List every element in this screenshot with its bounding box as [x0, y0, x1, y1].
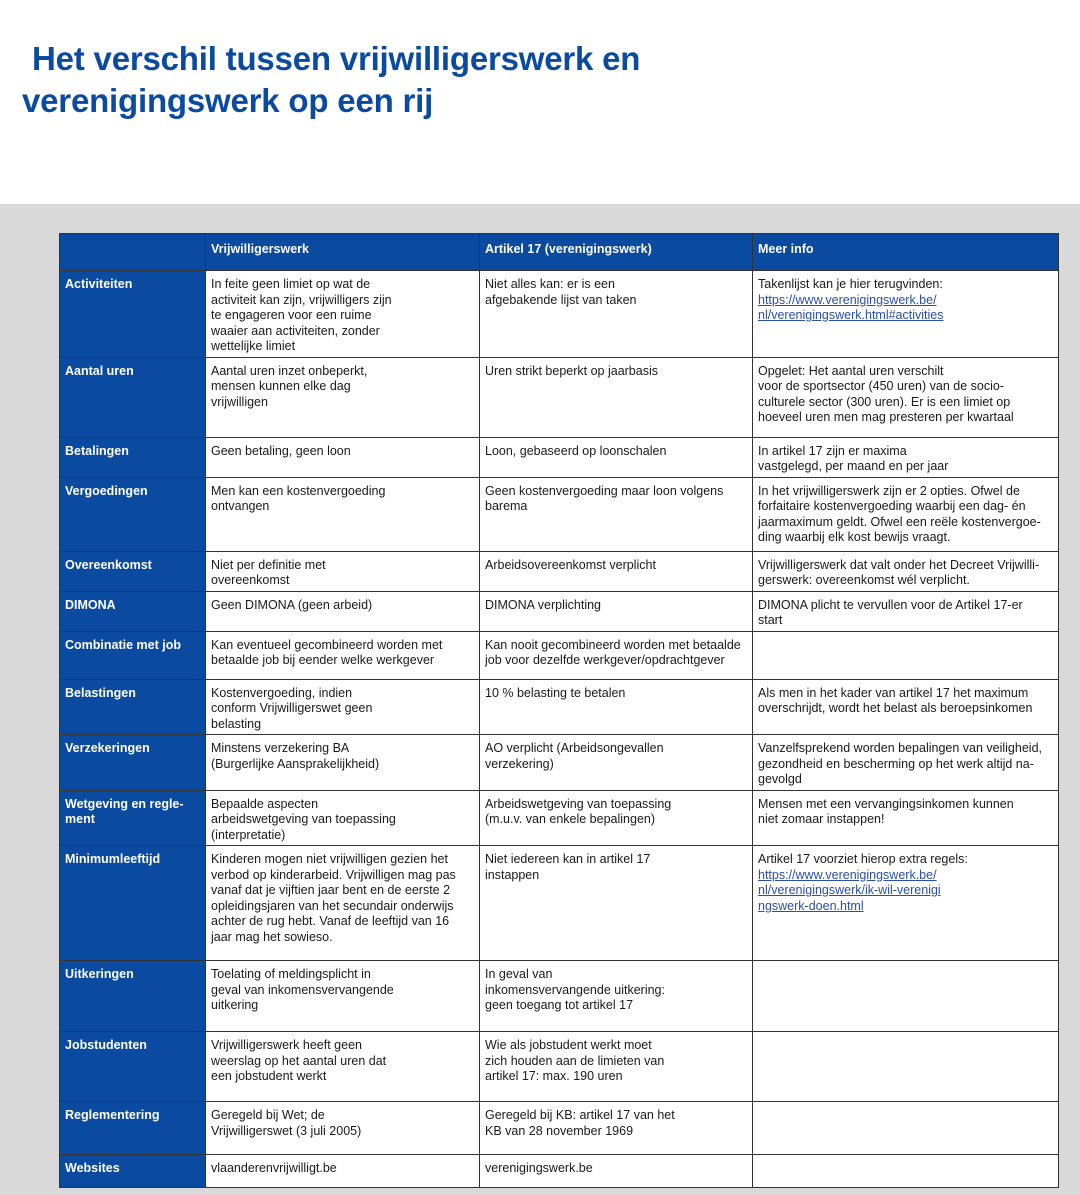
cell-artikel-17: Arbeidsovereenkomst verplicht [480, 551, 753, 591]
row-label: Reglementering [60, 1102, 206, 1155]
table-row [60, 551, 1059, 591]
table-row [60, 357, 1059, 437]
cell-meer-info [753, 271, 1059, 358]
cell-meer-info: Als men in het kader van artikel 17 het maximum overschrijdt, wordt het belast als beroepsinkomen [753, 679, 1059, 735]
row-label: Uitkeringen [60, 961, 206, 1032]
cell-artikel-17: In geval van inkomensvervangende uitkering: geen toegang tot artikel 17 [480, 961, 753, 1032]
cell-artikel-17: Niet iedereen kan in artikel 17 instappen [480, 846, 753, 961]
cell-meer-info [753, 1155, 1059, 1188]
row-label: Aantal uren [60, 357, 206, 437]
cell-artikel-17: DIMONA verplichting [480, 591, 753, 631]
website-vrijwilligerswerk-link[interactable]: vlaanderenvrijwilligt.be [211, 1161, 337, 1175]
header-artikel-17: Artikel 17 (verenigingswerk) [480, 234, 753, 271]
activities-link[interactable]: https://www.verenigingswerk.be/ nl/verenigingswerk.html#activities [758, 292, 944, 322]
minimumleeftijd-link[interactable]: https://www.verenigingswerk.be/ nl/verenigingswerk/ik-wil-verenigi ngswerk-doen.html [758, 867, 941, 913]
row-label: Activiteiten [60, 271, 206, 358]
cell-vrijwilligerswerk: Kostenvergoeding, indien conform Vrijwilligerswet geen belasting [206, 679, 480, 735]
meer-info-text: Takenlijst kan je hier terugvinden: [758, 277, 943, 291]
table-row [60, 477, 1059, 551]
cell-artikel-17: Arbeidswetgeving van toepassing (m.u.v. van enkele bepalingen) [480, 790, 753, 846]
cell-vrijwilligerswerk: Geen betaling, geen loon [206, 437, 480, 477]
table-row [60, 790, 1059, 846]
cell-vrijwilligerswerk: Kinderen mogen niet vrijwilligen gezien het verbod op kinderarbeid. Vrijwilligen mag pas vanaf dat je vijftien jaar bent en de eerste 2 opleidingsjaren van het secundair onderwijs achter de rug hebt. Vanaf de leeftijd van 16 jaar mag het sowieso. [206, 846, 480, 961]
row-label: Vergoedingen [60, 477, 206, 551]
table-row [60, 437, 1059, 477]
table-row [60, 1155, 1059, 1188]
cell-artikel-17: Kan nooit gecombineerd worden met betaalde job voor dezelfde werkgever/opdrachtgever [480, 631, 753, 679]
cell-vrijwilligerswerk: Toelating of meldingsplicht in geval van inkomensvervangende uitkering [206, 961, 480, 1032]
table-header-row [60, 234, 1059, 271]
cell-vrijwilligerswerk: Niet per definitie met overeenkomst [206, 551, 480, 591]
row-label: Betalingen [60, 437, 206, 477]
cell-vrijwilligerswerk: Bepaalde aspecten arbeidswetgeving van toepassing (interpretatie) [206, 790, 480, 846]
table-row [60, 1102, 1059, 1155]
page-title-line-1: Het verschil tussen vrijwilligerswerk en [32, 40, 641, 77]
cell-meer-info: In het vrijwilligerswerk zijn er 2 opties. Ofwel de forfaitaire kostenvergoeding waarbij een dag- én jaarmaximum geldt. Ofwel een reële kostenvergoe- ding waarbij elk kost bewijs vraagt. [753, 477, 1059, 551]
cell-artikel-17: Uren strikt beperkt op jaarbasis [480, 357, 753, 437]
table-row [60, 631, 1059, 679]
cell-meer-info [753, 961, 1059, 1032]
cell-meer-info [753, 631, 1059, 679]
cell-artikel-17: 10 % belasting te betalen [480, 679, 753, 735]
header-empty [60, 234, 206, 271]
cell-meer-info [753, 1102, 1059, 1155]
row-label: DIMONA [60, 591, 206, 631]
row-label: Jobstudenten [60, 1032, 206, 1102]
row-label: Websites [60, 1155, 206, 1188]
cell-vrijwilligerswerk: Aantal uren inzet onbeperkt, mensen kunnen elke dag vrijwilligen [206, 357, 480, 437]
cell-meer-info [753, 846, 1059, 961]
cell-meer-info: DIMONA plicht te vervullen voor de Artikel 17-er start [753, 591, 1059, 631]
cell-artikel-17: AO verplicht (Arbeidsongevallen verzekering) [480, 735, 753, 791]
cell-vrijwilligerswerk [206, 1155, 480, 1188]
cell-meer-info: In artikel 17 zijn er maxima vastgelegd, per maand en per jaar [753, 437, 1059, 477]
website-verenigingswerk-link[interactable]: verenigingswerk.be [485, 1161, 593, 1175]
cell-meer-info: Vanzelfsprekend worden bepalingen van veiligheid, gezondheid en bescherming op het werk altijd na- gevolgd [753, 735, 1059, 791]
page-title-line-2: verenigingswerk op een rij [22, 82, 434, 119]
table-row [60, 846, 1059, 961]
cell-meer-info: Vrijwilligerswerk dat valt onder het Decreet Vrijwilli- gerswerk: overeenkomst wél verplicht. [753, 551, 1059, 591]
cell-vrijwilligerswerk: In feite geen limiet op wat de activiteit kan zijn, vrijwilligers zijn te engageren voor een ruime waaier aan activiteiten, zonder wettelijke limiet [206, 271, 480, 358]
cell-vrijwilligerswerk: Minstens verzekering BA (Burgerlijke Aansprakelijkheid) [206, 735, 480, 791]
cell-vrijwilligerswerk: Kan eventueel gecombineerd worden met betaalde job bij eender welke werkgever [206, 631, 480, 679]
cell-artikel-17: Geen kostenvergoeding maar loon volgens barema [480, 477, 753, 551]
meer-info-text: Artikel 17 voorziet hierop extra regels: [758, 852, 968, 866]
row-label: Wetgeving en regle- ment [60, 790, 206, 846]
cell-artikel-17 [480, 1155, 753, 1188]
table-row [60, 591, 1059, 631]
cell-vrijwilligerswerk: Vrijwilligerswerk heeft geen weerslag op het aantal uren dat een jobstudent werkt [206, 1032, 480, 1102]
table-row [60, 961, 1059, 1032]
row-label: Minimumleeftijd [60, 846, 206, 961]
cell-vrijwilligerswerk: Geregeld bij Wet; de Vrijwilligerswet (3 juli 2005) [206, 1102, 480, 1155]
header-meer-info: Meer info [753, 234, 1059, 271]
cell-vrijwilligerswerk: Geen DIMONA (geen arbeid) [206, 591, 480, 631]
comparison-table [59, 233, 1059, 1188]
cell-vrijwilligerswerk: Men kan een kostenvergoeding ontvangen [206, 477, 480, 551]
header-vrijwilligerswerk: Vrijwilligerswerk [206, 234, 480, 271]
row-label: Belastingen [60, 679, 206, 735]
row-label: Combinatie met job [60, 631, 206, 679]
row-label: Overeenkomst [60, 551, 206, 591]
cell-artikel-17: Niet alles kan: er is een afgebakende lijst van taken [480, 271, 753, 358]
row-label: Verzekeringen [60, 735, 206, 791]
cell-artikel-17: Wie als jobstudent werkt moet zich houden aan de limieten van artikel 17: max. 190 uren [480, 1032, 753, 1102]
comparison-table-wrapper [59, 233, 1058, 1188]
table-row [60, 735, 1059, 791]
table-row [60, 679, 1059, 735]
table-row [60, 271, 1059, 358]
cell-meer-info: Opgelet: Het aantal uren verschilt voor de sportsector (450 uren) van de socio- culturele sector (300 uren). Er is een limiet op hoeveel uren men mag presteren per kwartaal [753, 357, 1059, 437]
cell-artikel-17: Geregeld bij KB: artikel 17 van het KB van 28 november 1969 [480, 1102, 753, 1155]
cell-meer-info: Mensen met een vervangingsinkomen kunnen niet zomaar instappen! [753, 790, 1059, 846]
cell-meer-info [753, 1032, 1059, 1102]
cell-artikel-17: Loon, gebaseerd op loonschalen [480, 437, 753, 477]
table-row [60, 1032, 1059, 1102]
page-title [22, 38, 782, 122]
